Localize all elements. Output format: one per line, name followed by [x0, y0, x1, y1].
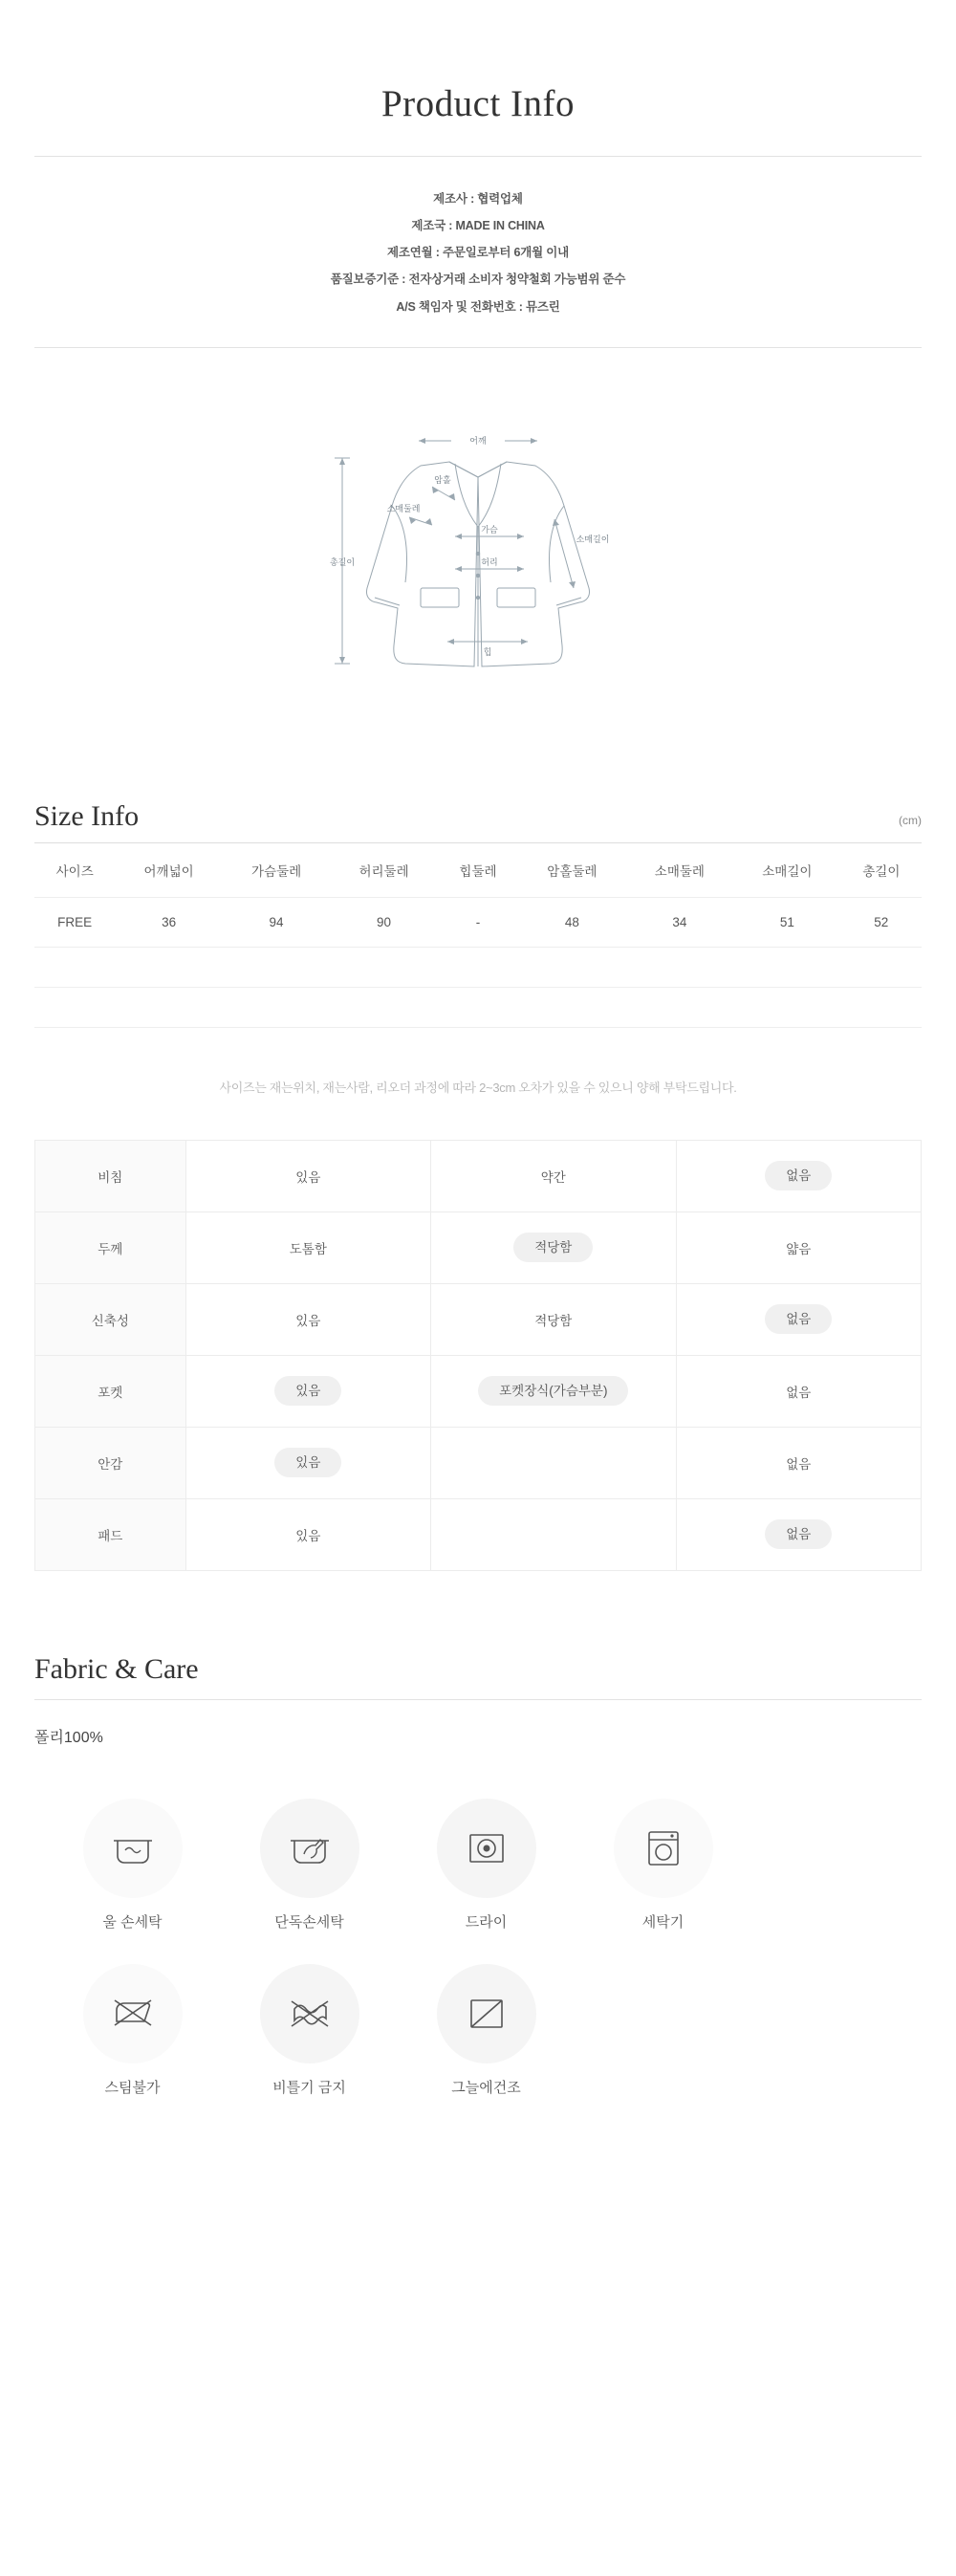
size-cell-sleeve-length: 51	[733, 897, 840, 947]
size-table	[34, 842, 922, 1028]
size-col-sleeve-length: 소매길이	[733, 842, 840, 897]
table-row	[35, 1212, 922, 1283]
care-item-no-steam	[44, 1964, 221, 2097]
care-label: 세탁기	[641, 1913, 684, 1931]
size-disclaimer: 사이즈는 재는위치, 재는사람, 리오더 과정에 따라 2~3cm 오차가 있을 수 있으니 양해 부탁드립니다.	[219, 1080, 737, 1095]
attr-option-text: 약간	[540, 1169, 566, 1185]
size-info-section	[0, 783, 956, 2206]
attr-option-text: 있음	[295, 1169, 321, 1185]
care-symbols-grid	[34, 1747, 922, 2206]
table-row	[35, 1283, 922, 1355]
measurement-diagram	[0, 348, 956, 783]
size-col-chest: 가슴둘레	[223, 842, 330, 897]
size-unit-label: (cm)	[899, 813, 922, 827]
size-cell-armhole: 48	[518, 897, 625, 947]
info-row-as-contact: A/S 책임자 및 전화번호 : 뮤즈린	[396, 299, 560, 314]
attr-option-selected: 없음	[765, 1519, 832, 1550]
size-cell-total-length: 52	[841, 897, 922, 947]
size-col-waist: 허리둘레	[330, 842, 437, 897]
page-title: Product Info	[380, 83, 576, 124]
hand-wash-icon	[83, 1799, 183, 1898]
table-row	[35, 1427, 922, 1498]
label-shoulder: 어깨	[469, 435, 487, 446]
size-col-armhole: 암홀둘레	[518, 842, 625, 897]
attr-option-pocket-1[interactable]	[431, 1355, 676, 1427]
info-row-country: 제조국 : MADE IN CHINA	[411, 219, 545, 233]
size-table-header-row	[34, 842, 922, 897]
attr-label-elasticity: 신축성	[35, 1283, 186, 1355]
care-label: 비틀기 금지	[272, 2079, 346, 2096]
care-item-single-hand-wash	[221, 1799, 398, 1932]
attr-option-text: 포켓장식(가슴부분)	[478, 1376, 628, 1407]
table-row	[35, 1355, 922, 1427]
attr-option-selected: 있음	[274, 1448, 341, 1478]
attr-option-text: 없음	[786, 1385, 812, 1400]
attr-label-pad: 패드	[35, 1498, 186, 1570]
care-label: 그늘에건조	[451, 2079, 521, 2096]
size-col-shoulder: 어깨넓이	[115, 842, 222, 897]
attr-option-lining-2[interactable]	[676, 1427, 921, 1498]
attr-option-text: 있음	[295, 1313, 321, 1328]
attr-option-elasticity-1[interactable]	[431, 1283, 676, 1355]
spacer-cell	[34, 947, 922, 987]
fabric-care-title: Fabric & Care	[34, 1652, 199, 1685]
attribute-table	[34, 1140, 922, 1571]
attr-option-lining-0[interactable]	[185, 1427, 430, 1498]
info-row-date: 제조연월 : 주문일로부터 6개월 이내	[386, 246, 570, 260]
care-item-no-wring	[221, 1964, 398, 2097]
attr-option-selected: 없음	[765, 1161, 832, 1191]
shade-dry-icon	[437, 1964, 536, 2063]
jacket-measurement-illustration	[287, 420, 669, 745]
label-chest: 가슴	[481, 524, 498, 535]
attr-option-text: 도톰함	[289, 1241, 327, 1256]
care-label: 스팀불가	[104, 2079, 161, 2096]
attr-option-selected: 있음	[274, 1376, 341, 1407]
care-label: 단독손세탁	[274, 1913, 344, 1931]
attr-option-pad-2[interactable]	[676, 1498, 921, 1570]
attr-label-lining: 안감	[35, 1427, 186, 1498]
attr-option-selected: 없음	[765, 1304, 832, 1335]
size-cell-waist: 90	[330, 897, 437, 947]
attr-option-text: 얇음	[786, 1241, 812, 1256]
fabric-composition: 폴리100%	[34, 1729, 103, 1746]
manufacturer-info-block	[34, 157, 922, 347]
info-row-warranty: 품질보증기준 : 전자상거래 소비자 청약철회 가능범위 준수	[330, 273, 626, 287]
care-item-washing-machine	[575, 1799, 751, 1932]
attr-option-thickness-2[interactable]	[676, 1212, 921, 1283]
spacer-cell	[34, 987, 922, 1027]
size-cell-sleeve-circumference: 34	[626, 897, 733, 947]
label-armhole: 암홀	[434, 474, 451, 485]
attr-option-thickness-1[interactable]	[431, 1212, 676, 1283]
label-waist: 허리	[481, 557, 498, 567]
label-sleeve-length: 소매길이	[576, 534, 610, 544]
attr-option-thickness-0[interactable]	[185, 1212, 430, 1283]
attr-option-pocket-0[interactable]	[185, 1355, 430, 1427]
label-total-length: 총길이	[329, 557, 356, 567]
attr-option-pad-1[interactable]	[431, 1498, 676, 1570]
table-row	[35, 1498, 922, 1570]
attr-option-see-through-1[interactable]	[431, 1140, 676, 1212]
no-wring-icon	[260, 1964, 359, 2063]
label-sleeve-circumference: 소매둘레	[386, 503, 421, 513]
care-item-shade-dry	[398, 1964, 575, 2097]
size-col-total-length: 총길이	[841, 842, 922, 897]
attr-option-elasticity-0[interactable]	[185, 1283, 430, 1355]
table-row	[34, 897, 922, 947]
info-row-manufacturer: 제조사 : 협력업체	[433, 192, 523, 206]
size-cell-chest: 94	[223, 897, 330, 947]
table-row-spacer	[34, 987, 922, 1027]
no-steam-icon	[83, 1964, 183, 2063]
size-cell-size: FREE	[34, 897, 115, 947]
attr-option-pad-0[interactable]	[185, 1498, 430, 1570]
care-item-wool-hand-wash	[44, 1799, 221, 1932]
hand-wash-single-icon	[260, 1799, 359, 1898]
size-cell-hip: -	[438, 897, 518, 947]
label-hip: 힙	[483, 646, 492, 657]
attr-option-selected: 적당함	[513, 1233, 593, 1263]
attr-option-elasticity-2[interactable]	[676, 1283, 921, 1355]
care-label: 드라이	[465, 1913, 508, 1931]
attr-option-text: 적당함	[534, 1313, 573, 1328]
care-item-dry-clean	[398, 1799, 575, 1932]
washing-machine-icon	[614, 1799, 713, 1898]
attr-label-thickness: 두께	[35, 1212, 186, 1283]
dry-clean-icon	[437, 1799, 536, 1898]
attr-option-lining-1[interactable]	[431, 1427, 676, 1498]
product-info-section	[0, 0, 956, 125]
attr-option-see-through-0[interactable]	[185, 1140, 430, 1212]
attr-label-see-through: 비침	[35, 1140, 186, 1212]
size-info-title: Size Info	[34, 799, 140, 832]
table-row-spacer	[34, 947, 922, 987]
attr-option-text: 없음	[786, 1456, 812, 1472]
attr-option-see-through-2[interactable]	[676, 1140, 921, 1212]
attr-option-text: 있음	[295, 1528, 321, 1543]
size-col-hip: 힙둘레	[438, 842, 518, 897]
care-label: 울 손세탁	[102, 1913, 163, 1931]
table-row	[35, 1140, 922, 1212]
attr-label-pocket: 포켓	[35, 1355, 186, 1427]
size-col-size: 사이즈	[34, 842, 115, 897]
attr-option-pocket-2[interactable]	[676, 1355, 921, 1427]
size-col-sleeve-circumference: 소매둘레	[626, 842, 733, 897]
size-cell-shoulder: 36	[115, 897, 222, 947]
